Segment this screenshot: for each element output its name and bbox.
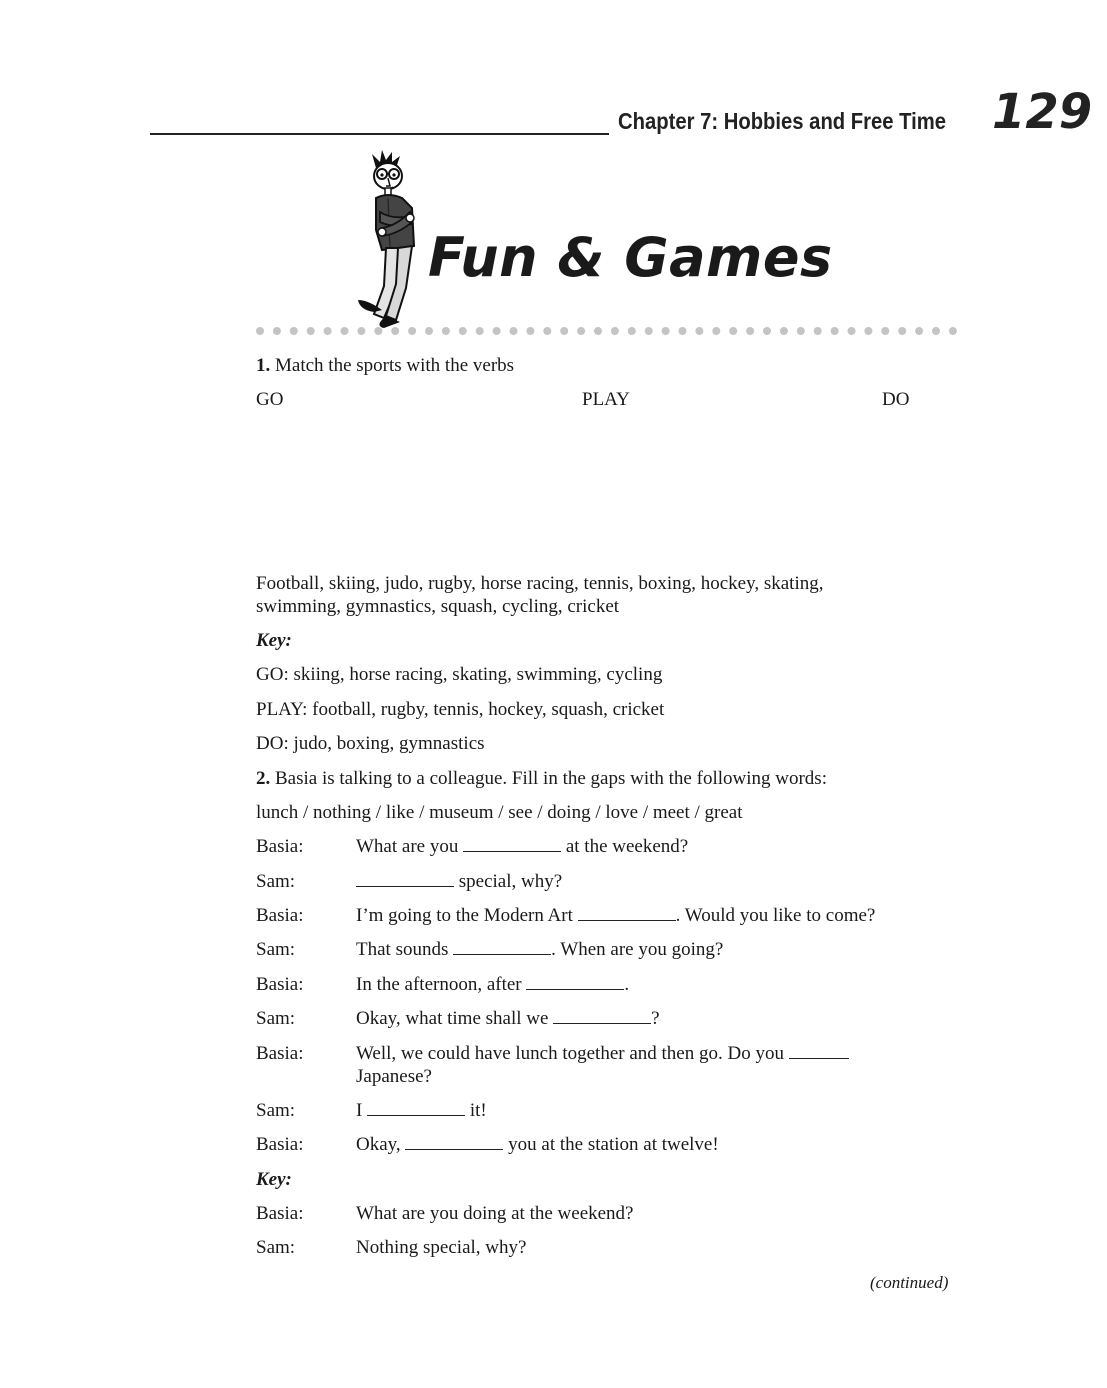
gap-blank — [367, 1101, 465, 1116]
divider-dot — [848, 327, 856, 335]
line-text: In the afternoon, after — [356, 974, 527, 995]
dialogue-line — [356, 905, 875, 928]
word-list-line: swimming, gymnastics, squash, cycling, cricket — [256, 596, 620, 617]
gap-blank — [578, 906, 676, 921]
key-dialogue-line: Nothing special, why? — [356, 1237, 527, 1258]
page-number: 129 — [992, 84, 1093, 140]
line-text: ? — [651, 1008, 660, 1029]
dialogue-line — [356, 1134, 719, 1157]
column-play: PLAY — [582, 389, 630, 410]
divider-dot — [256, 327, 264, 335]
exercise2-heading — [256, 768, 827, 791]
divider-dot — [864, 327, 872, 335]
divider-dot — [560, 327, 568, 335]
speaker-label: Basia: — [256, 1203, 304, 1224]
key-line-play: PLAY: football, rugby, tennis, hockey, squash, cricket — [256, 699, 665, 720]
divider-dot — [780, 327, 788, 335]
header-rule — [150, 133, 609, 135]
divider-dot — [476, 327, 484, 335]
key-dialogue-line: What are you doing at the weekend? — [356, 1203, 634, 1224]
divider-dot — [307, 327, 315, 335]
speaker-label: Sam: — [256, 939, 296, 960]
dialogue-line — [356, 836, 688, 859]
gap-blank — [453, 940, 551, 955]
divider-dot — [695, 327, 703, 335]
divider-dot — [712, 327, 720, 335]
divider-dot — [577, 327, 585, 335]
line-text: I’m going to the Modern Art — [356, 905, 578, 926]
divider-dot — [324, 327, 332, 335]
divider-dot — [746, 327, 754, 335]
speaker-label: Sam: — [256, 1008, 296, 1029]
divider-dot — [814, 327, 822, 335]
divider-dot — [493, 327, 501, 335]
divider-dot — [729, 327, 737, 335]
divider-dot — [881, 327, 889, 335]
dotted-divider — [254, 324, 960, 338]
divider-dot — [341, 327, 349, 335]
divider-dot — [763, 327, 771, 335]
line-text: Okay, — [356, 1134, 406, 1155]
exercise-instruction: Basia is talking to a colleague. Fill in the gaps with the following words: — [275, 768, 827, 789]
line-text: at the weekend? — [561, 836, 689, 857]
divider-dot — [645, 327, 653, 335]
key-line-go: GO: skiing, horse racing, skating, swimming, cycling — [256, 664, 663, 685]
gap-blank — [356, 872, 454, 887]
line-text: special, why? — [454, 871, 563, 892]
speaker-label: Basia: — [256, 1134, 304, 1155]
divider-dot — [915, 327, 923, 335]
dialogue-line — [356, 1008, 660, 1031]
gap-blank — [526, 975, 624, 990]
divider-dot — [425, 327, 433, 335]
word-bank: lunch / nothing / like / museum / see / doing / love / meet / great — [256, 802, 743, 823]
speaker-label: Basia: — [256, 974, 304, 995]
divider-dot — [611, 327, 619, 335]
divider-dot — [273, 327, 281, 335]
divider-dot — [662, 327, 670, 335]
dialogue-line — [356, 1043, 849, 1066]
column-go: GO — [256, 389, 284, 410]
speaker-label: Sam: — [256, 871, 296, 892]
line-text: . When are you going? — [551, 939, 724, 960]
line-text: I — [356, 1100, 368, 1121]
line-text: you at the station at twelve! — [503, 1134, 719, 1155]
gap-blank — [463, 837, 561, 852]
divider-dot — [391, 327, 399, 335]
key-label: Key: — [256, 1169, 292, 1190]
gap-blank — [789, 1044, 849, 1059]
divider-dot — [679, 327, 687, 335]
word-list-line: Football, skiing, judo, rugby, horse racing, tennis, boxing, hockey, skating, — [256, 573, 824, 594]
divider-dot — [594, 327, 602, 335]
divider-dot — [932, 327, 940, 335]
divider-dot — [797, 327, 805, 335]
divider-dot — [831, 327, 839, 335]
divider-dot — [442, 327, 450, 335]
line-text: . Would you like to come? — [675, 905, 876, 926]
divider-dot — [374, 327, 382, 335]
divider-dot — [459, 327, 467, 335]
divider-dot — [543, 327, 551, 335]
divider-dot — [408, 327, 416, 335]
dialogue-line-continuation: Japanese? — [356, 1066, 432, 1087]
exercise1-heading — [256, 355, 514, 378]
divider-dot — [290, 327, 298, 335]
divider-dot — [898, 327, 906, 335]
divider-dot — [357, 327, 365, 335]
line-text: . — [624, 974, 630, 995]
dialogue-line — [356, 1100, 487, 1123]
dummy-figure-illustration — [352, 150, 432, 328]
line-text: That sounds — [356, 939, 454, 960]
speaker-label: Sam: — [256, 1100, 296, 1121]
continued-note: (continued) — [870, 1273, 949, 1292]
section-title: Fun & Games — [428, 226, 833, 289]
divider-dot — [628, 327, 636, 335]
dialogue-line — [356, 974, 629, 997]
dialogue-line — [356, 939, 723, 962]
speaker-label: Basia: — [256, 905, 304, 926]
line-text: Well, we could have lunch together and then go. Do you — [356, 1043, 789, 1064]
exercise-number: 1. — [256, 355, 271, 376]
exercise-instruction: Match the sports with the verbs — [275, 355, 515, 376]
gap-blank — [553, 1009, 651, 1024]
dialogue-line — [356, 871, 562, 894]
gap-blank — [405, 1135, 503, 1150]
divider-dot — [510, 327, 518, 335]
key-label: Key: — [256, 630, 292, 651]
column-do: DO — [882, 389, 910, 410]
exercise-number: 2. — [256, 768, 271, 789]
speaker-label: Basia: — [256, 836, 304, 857]
chapter-title: Chapter 7: Hobbies and Free Time — [618, 108, 947, 134]
divider-dot — [526, 327, 534, 335]
divider-dot — [949, 327, 957, 335]
speaker-label: Basia: — [256, 1043, 304, 1064]
line-text: What are you — [356, 836, 464, 857]
speaker-label: Sam: — [256, 1237, 296, 1258]
key-line-do: DO: judo, boxing, gymnastics — [256, 733, 485, 754]
line-text: it! — [465, 1100, 487, 1121]
line-text: Okay, what time shall we — [356, 1008, 554, 1029]
